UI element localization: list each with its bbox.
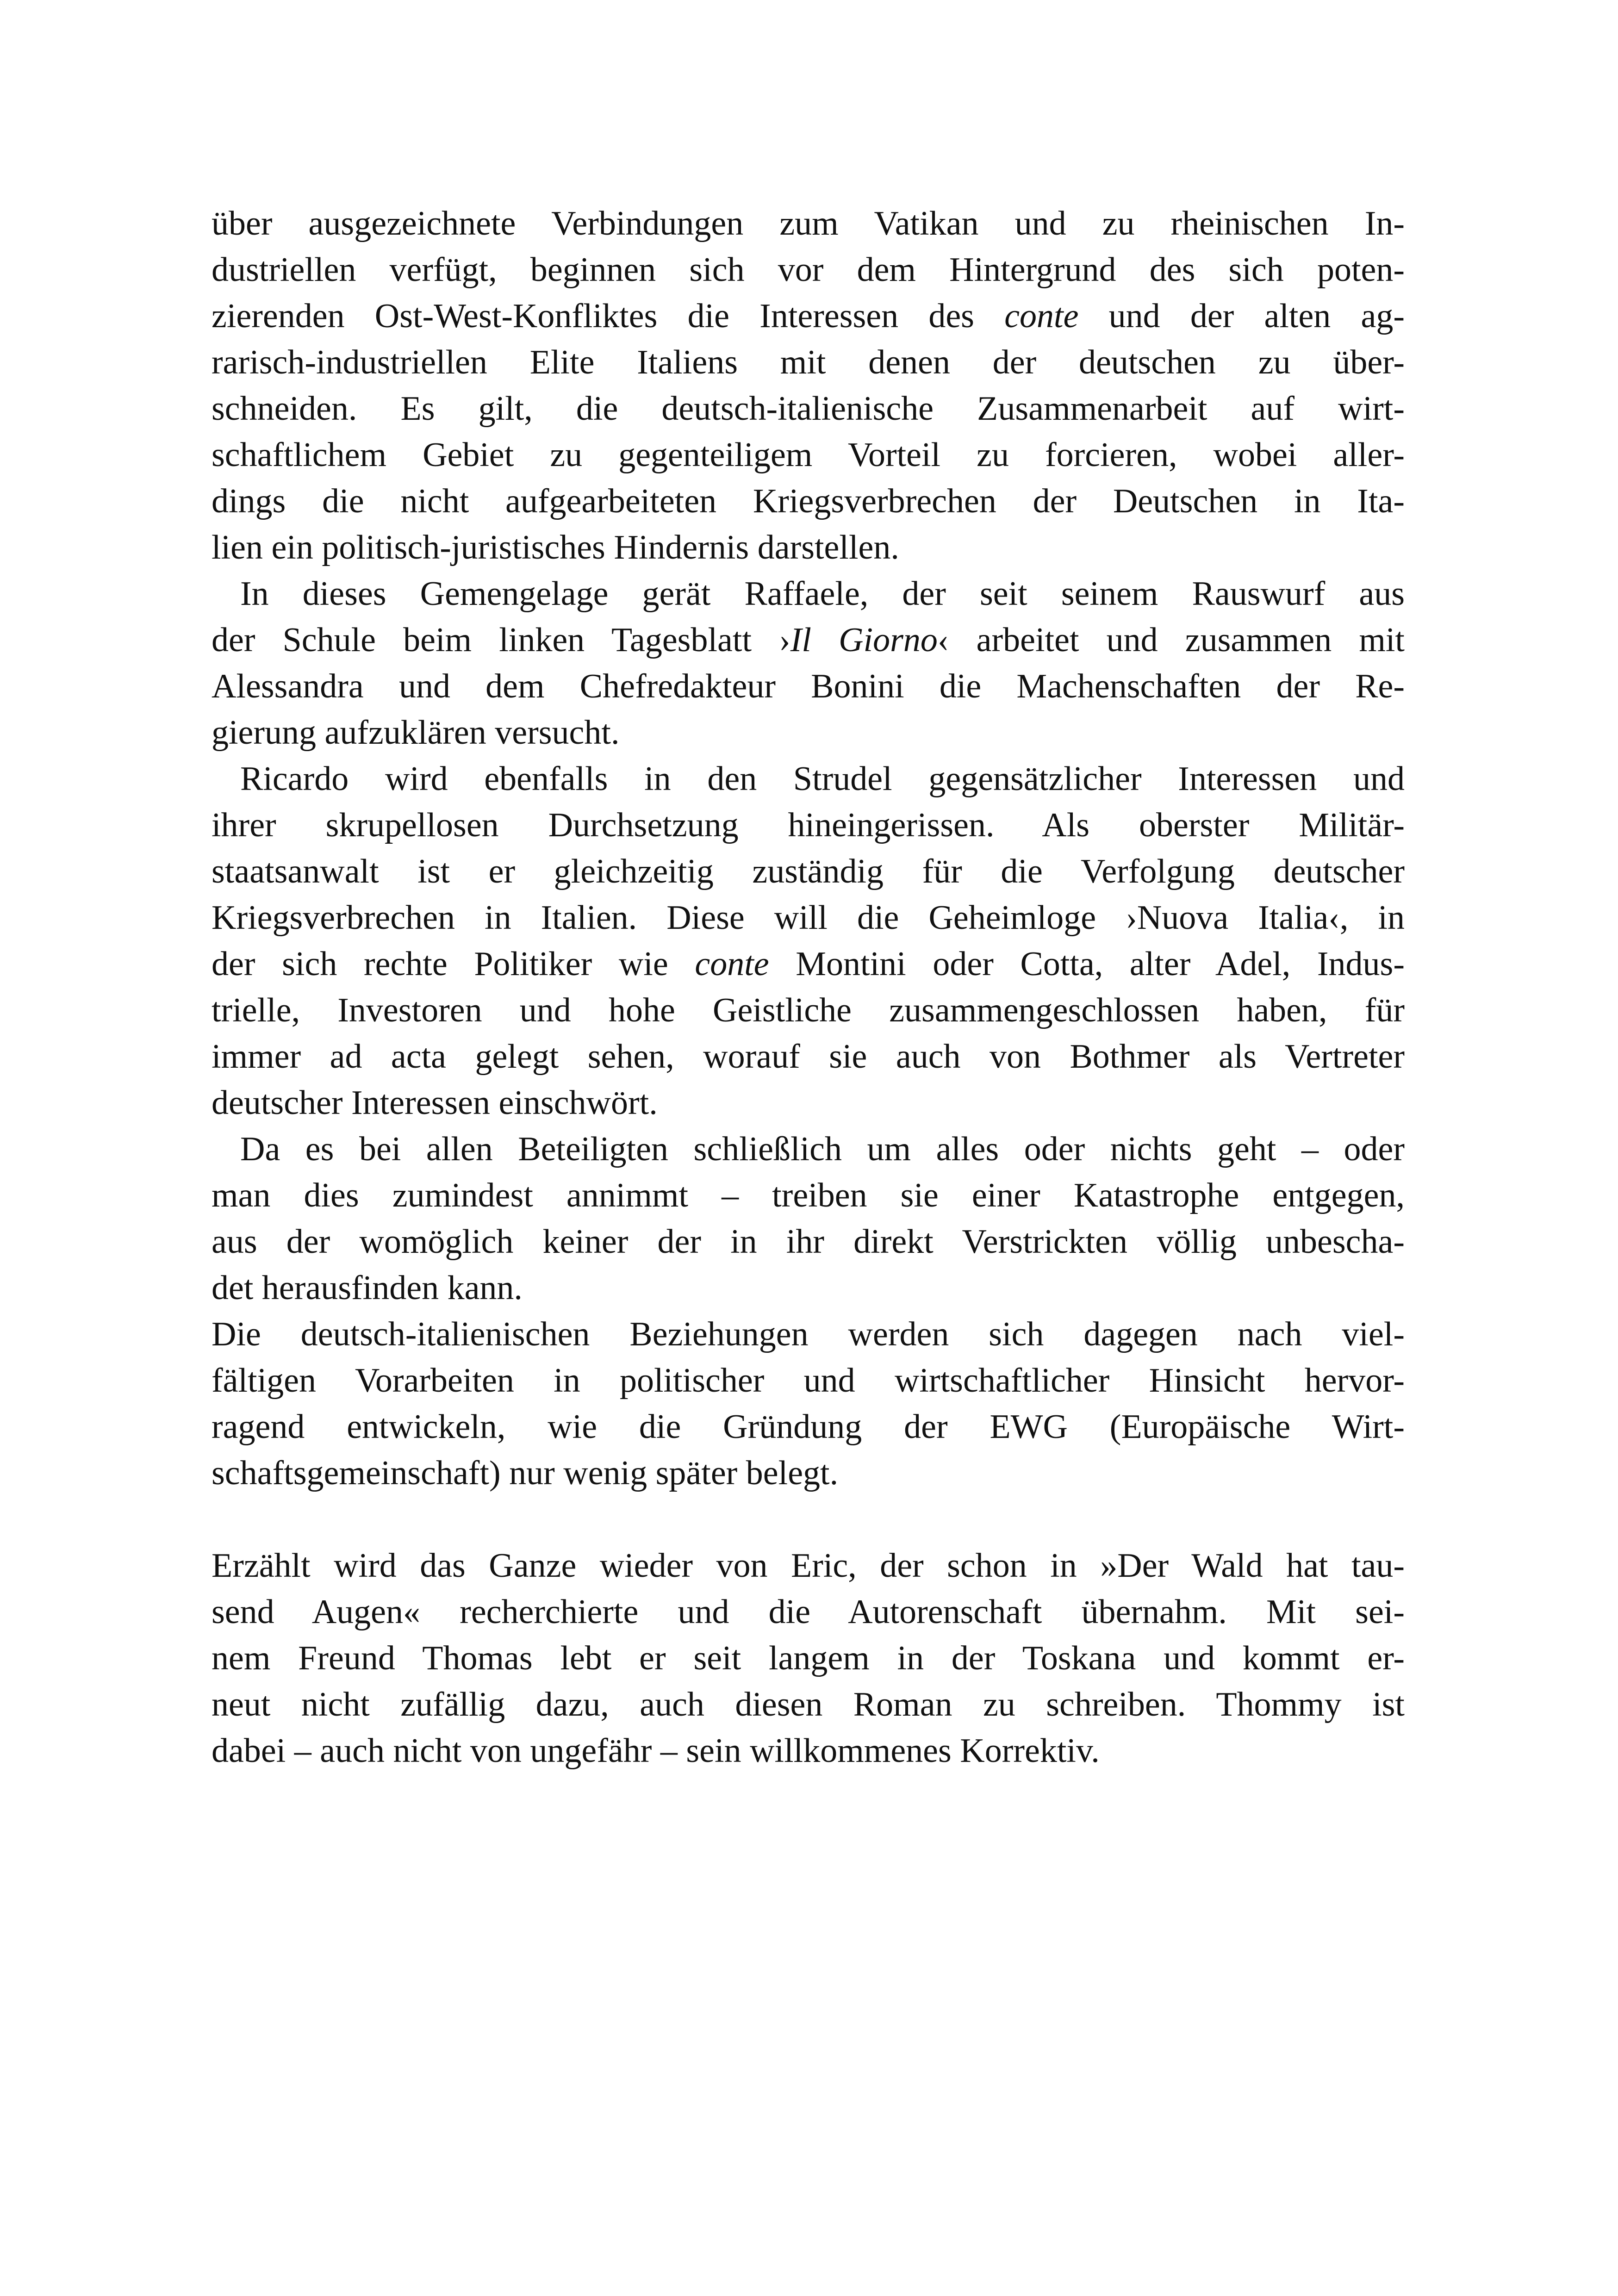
text-run: schneiden. Es gilt, die deutsch-italienische Zusammenarbeit auf wirt-	[212, 390, 1405, 428]
text-line	[212, 571, 1405, 617]
text-run: Montini oder Cotta, alter Adel, Indus-	[769, 945, 1405, 983]
text-run: ihrer skrupellosen Durchsetzung hineingerissen. Als oberster Militär-	[212, 806, 1405, 844]
text-run: nem Freund Thomas lebt er seit langem in der Toskana und kommt er-	[212, 1639, 1405, 1677]
italic-term: conte	[695, 945, 769, 983]
text-line	[212, 293, 1405, 339]
text-line	[212, 247, 1405, 293]
text-line	[212, 200, 1405, 247]
text-run: neut nicht zufällig dazu, auch diesen Roman zu schreiben. Thommy ist	[212, 1686, 1405, 1724]
text-run: dustriellen verfügt, beginnen sich vor dem Hintergrund des sich poten-	[212, 251, 1405, 289]
text-run: ‹ arbeitet und zusammen mit	[937, 621, 1405, 659]
text-run: aus der womöglich keiner der in ihr direkt Verstrickten völlig unbescha-	[212, 1223, 1405, 1261]
text-run: trielle, Investoren und hohe Geistliche zusammengeschlossen haben, für	[212, 991, 1405, 1029]
text-run: der Schule beim linken Tagesblatt ›	[212, 621, 790, 659]
text-run: schaftlichem Gebiet zu gegenteiligem Vorteil zu forcieren, wobei aller-	[212, 436, 1405, 474]
paragraph	[212, 1311, 1405, 1496]
paragraph	[212, 200, 1405, 571]
text-run: lien ein politisch-juristisches Hindernis darstellen.	[212, 529, 899, 566]
text-line	[212, 617, 1405, 663]
text-line	[212, 848, 1405, 895]
text-run: zierenden Ost-West-Konfliktes die Interessen des	[212, 297, 1005, 335]
text-line	[212, 1728, 1405, 1774]
text-run: Die deutsch-italienischen Beziehungen werden sich dagegen nach viel-	[212, 1315, 1405, 1353]
text-run: In dieses Gemengelage gerät Raffaele, der seit seinem Rauswurf aus	[240, 575, 1405, 613]
text-line	[212, 339, 1405, 386]
text-run: dabei – auch nicht von ungefähr – sein willkommenes Korrektiv.	[212, 1732, 1100, 1770]
paragraph	[212, 571, 1405, 756]
text-run: Ricardo wird ebenfalls in den Strudel gegensätzlicher Interessen und	[240, 760, 1405, 798]
text-line	[212, 895, 1405, 941]
text-line	[212, 1219, 1405, 1265]
text-line	[212, 1080, 1405, 1126]
text-run: fältigen Vorarbeiten in politischer und wirtschaftlicher Hinsicht hervor-	[212, 1362, 1405, 1400]
paragraph	[212, 1126, 1405, 1311]
body-text	[212, 200, 1405, 1774]
text-run: über ausgezeichnete Verbindungen zum Vatikan und zu rheinischen In-	[212, 205, 1405, 243]
text-run: det herausfinden kann.	[212, 1269, 523, 1307]
text-run: und der alten ag-	[1078, 297, 1405, 335]
text-line	[212, 1033, 1405, 1080]
text-run: man dies zumindest annimmt – treiben sie einer Katastrophe entgegen,	[212, 1176, 1405, 1214]
italic-term: Il Giorno	[790, 621, 938, 659]
paragraph	[212, 1543, 1405, 1774]
text-run: Alessandra und dem Chefredakteur Bonini die Machenschaften der Re-	[212, 667, 1405, 705]
text-line	[212, 1126, 1405, 1172]
text-run: immer ad acta gelegt sehen, worauf sie auch von Bothmer als Vertreter	[212, 1038, 1405, 1076]
text-line	[212, 1543, 1405, 1589]
text-line	[212, 1311, 1405, 1357]
text-line	[212, 709, 1405, 756]
text-run: dings die nicht aufgearbeiteten Kriegsverbrechen der Deutschen in Ita-	[212, 482, 1405, 520]
paragraph-gap	[212, 1496, 1405, 1543]
text-run: ragend entwickeln, wie die Gründung der EWG (Europäische Wirt-	[212, 1408, 1405, 1446]
text-line	[212, 1404, 1405, 1450]
text-line	[212, 802, 1405, 848]
text-run: Kriegsverbrechen in Italien. Diese will die Geheimloge ›Nuova Italia‹, in	[212, 899, 1405, 937]
text-run: staatsanwalt ist er gleichzeitig zuständig für die Verfolgung deutscher	[212, 852, 1405, 890]
text-line	[212, 524, 1405, 571]
text-run: rarisch-industriellen Elite Italiens mit denen der deutschen zu über-	[212, 343, 1405, 381]
text-run: deutscher Interessen einschwört.	[212, 1084, 658, 1122]
text-line	[212, 1589, 1405, 1635]
text-line	[212, 432, 1405, 478]
text-line	[212, 1450, 1405, 1496]
text-line	[212, 756, 1405, 802]
text-line	[212, 1357, 1405, 1404]
text-run: der sich rechte Politiker wie	[212, 945, 695, 983]
text-run: Da es bei allen Beteiligten schließlich um alles oder nichts geht – oder	[240, 1130, 1405, 1168]
paragraph	[212, 756, 1405, 1126]
text-line	[212, 1172, 1405, 1219]
text-line	[212, 386, 1405, 432]
text-line	[212, 987, 1405, 1033]
text-line	[212, 941, 1405, 987]
text-line	[212, 478, 1405, 524]
text-run: Erzählt wird das Ganze wieder von Eric, der schon in »Der Wald hat tau-	[212, 1547, 1405, 1585]
text-line	[212, 1265, 1405, 1311]
text-run: send Augen« recherchierte und die Autorenschaft übernahm. Mit sei-	[212, 1593, 1405, 1631]
text-line	[212, 1635, 1405, 1681]
text-run: gierung aufzuklären versucht.	[212, 714, 620, 752]
text-line	[212, 1681, 1405, 1728]
text-run: schaftsgemeinschaft) nur wenig später belegt.	[212, 1454, 839, 1492]
text-line	[212, 663, 1405, 709]
italic-term: conte	[1004, 297, 1079, 335]
